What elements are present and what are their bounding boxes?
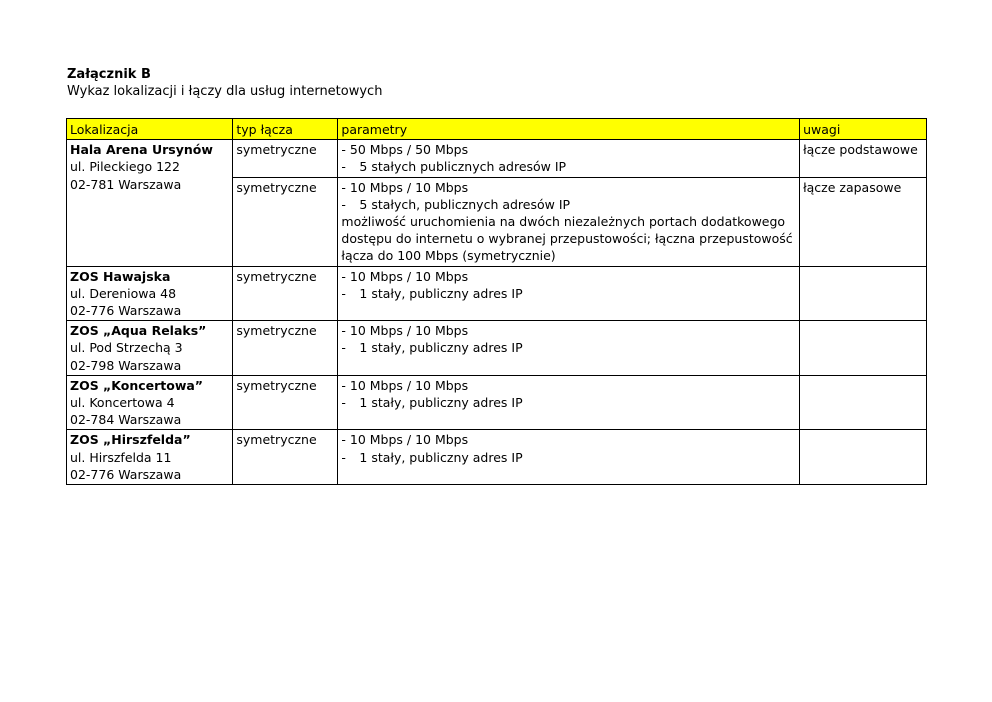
extra-info: możliwość uruchomienia na dwóch niezależnych portach dodatkowego dostępu do internetu o wybranej przepustowości; łączna przepustowość łącza do 100 Mbps (symetrycznie) [341, 214, 793, 264]
bullet-dash: - [341, 196, 346, 212]
link-type-cell: symetryczne [233, 375, 338, 430]
notes-cell [800, 430, 927, 485]
link-type-cell: symetryczne [233, 321, 338, 376]
link-type-cell: symetryczne [233, 266, 338, 321]
ip-addresses: 5 stałych publicznych adresów IP [359, 159, 567, 175]
ip-bullet [341, 285, 796, 302]
location-street: ul. Pileckiego 122 [70, 159, 180, 175]
link-speed: - 10 Mbps / 10 Mbps [341, 179, 469, 195]
ip-bullet [341, 449, 796, 466]
location-city: 02-784 Warszawa [70, 412, 182, 428]
location-name: ZOS Hawajska [70, 268, 171, 284]
table-row [67, 430, 927, 485]
link-speed: - 10 Mbps / 10 Mbps [341, 268, 469, 284]
location-street: ul. Dereniowa 48 [70, 285, 177, 301]
table-row [67, 321, 927, 376]
location-street: ul. Pod Strzechą 3 [70, 340, 183, 356]
location-cell [67, 140, 233, 266]
table-row [67, 375, 927, 430]
location-street: ul. Koncertowa 4 [70, 395, 175, 411]
table-header-row [67, 119, 927, 140]
location-city: 02-798 Warszawa [70, 357, 182, 373]
link-speed: - 10 Mbps / 10 Mbps [341, 377, 469, 393]
location-cell [67, 375, 233, 430]
ip-addresses: 1 stały, publiczny adres IP [359, 340, 523, 356]
ip-bullet [341, 339, 796, 356]
parameters-cell [338, 430, 800, 485]
parameters-cell [338, 140, 800, 177]
link-type-cell: symetryczne [233, 177, 338, 266]
ip-addresses: 1 stały, publiczny adres IP [359, 449, 523, 465]
bullet-dash: - [341, 395, 346, 411]
notes-cell [800, 266, 927, 321]
bullet-dash: - [341, 340, 346, 356]
location-cell [67, 266, 233, 321]
link-speed: - 10 Mbps / 10 Mbps [341, 323, 469, 339]
location-name: Hala Arena Ursynów [70, 142, 213, 158]
link-speed: - 10 Mbps / 10 Mbps [341, 432, 469, 448]
ip-addresses: 5 stałych, publicznych adresów IP [359, 196, 571, 212]
locations-table [66, 118, 927, 485]
document-title: Załącznik B [67, 67, 151, 82]
location-city: 02-776 Warszawa [70, 303, 182, 319]
location-street: ul. Hirszfelda 11 [70, 449, 172, 465]
ip-bullet [341, 394, 796, 411]
link-type-cell: symetryczne [233, 140, 338, 177]
location-city: 02-776 Warszawa [70, 466, 182, 482]
location-name: ZOS „Aqua Relaks” [70, 323, 207, 339]
location-cell [67, 430, 233, 485]
location-city: 02-781 Warszawa [70, 176, 182, 192]
notes-cell: łącze zapasowe [800, 177, 927, 266]
notes-cell [800, 321, 927, 376]
location-name: ZOS „Hirszfelda” [70, 432, 191, 448]
header-notes: uwagi [800, 119, 927, 140]
header-parameters: parametry [338, 119, 800, 140]
header-link-type: typ łącza [233, 119, 338, 140]
bullet-dash: - [341, 159, 346, 175]
table-row [67, 140, 927, 177]
ip-bullet [341, 196, 796, 213]
parameters-cell [338, 375, 800, 430]
ip-bullet [341, 158, 796, 175]
parameters-cell [338, 266, 800, 321]
bullet-dash: - [341, 449, 346, 465]
link-speed: - 50 Mbps / 50 Mbps [341, 142, 469, 158]
link-type-cell: symetryczne [233, 430, 338, 485]
table-row [67, 266, 927, 321]
parameters-cell [338, 177, 800, 266]
parameters-cell [338, 321, 800, 376]
document-subtitle: Wykaz lokalizacji i łączy dla usług internetowych [67, 84, 383, 99]
notes-cell [800, 375, 927, 430]
bullet-dash: - [341, 285, 346, 301]
header-location: Lokalizacja [67, 119, 233, 140]
location-name: ZOS „Koncertowa” [70, 377, 204, 393]
ip-addresses: 1 stały, publiczny adres IP [359, 285, 523, 301]
ip-addresses: 1 stały, publiczny adres IP [359, 395, 523, 411]
location-cell [67, 321, 233, 376]
notes-cell: łącze podstawowe [800, 140, 927, 177]
